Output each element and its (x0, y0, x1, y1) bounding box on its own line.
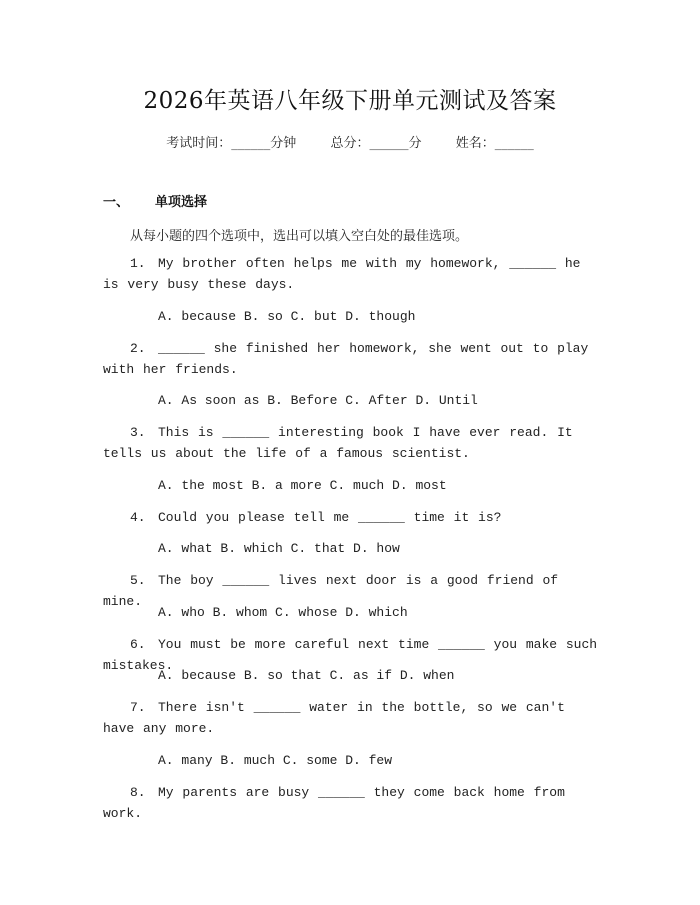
question-3-options: A. the most B. a more C. much D. most (158, 478, 447, 493)
question-1 (103, 254, 600, 295)
question-2 (103, 339, 600, 380)
section-title: 单项选择 (155, 195, 208, 210)
question-number: 2. (130, 341, 146, 356)
question-2-options: A. As soon as B. Before C. After D. Until (158, 393, 478, 408)
section-number: 一、 (103, 195, 130, 210)
question-number: 4. (130, 510, 146, 525)
exam-score: 总分：______分 (330, 136, 422, 151)
question-number: 6. (130, 637, 146, 652)
student-name: 姓名：______ (455, 136, 534, 151)
question-text: My brother often helps me with my homework, ______ he is very busy these days. (103, 256, 581, 292)
question-text: The boy ______ lives next door is a good friend of mine. (103, 573, 559, 609)
page-title: 2026年英语八年级下册单元测试及答案 (143, 88, 557, 114)
question-7 (103, 698, 600, 739)
question-1-options: A. because B. so C. but D. though (158, 309, 416, 324)
question-text: This is ______ interesting book I have ever read. It tells us about the life of a famous scientist. (103, 425, 573, 461)
question-3 (103, 423, 600, 464)
question-number: 1. (130, 256, 146, 271)
instruction-text: 从每小题的四个选项中，选出可以填入空白处的最佳选项。 (130, 229, 469, 244)
exam-meta (0, 132, 700, 151)
question-7-options: A. many B. much C. some D. few (158, 753, 393, 768)
question-text: There isn't ______ water in the bottle, so we can't have any more. (103, 700, 565, 736)
question-5-options: A. who B. whom C. whose D. which (158, 605, 408, 620)
question-6-options: A. because B. so that C. as if D. when (158, 668, 455, 683)
question-4-options: A. what B. which C. that D. how (158, 541, 400, 556)
question-text: ______ she finished her homework, she went out to play with her friends. (103, 341, 589, 377)
question-8 (103, 783, 600, 824)
question-number: 5. (130, 573, 146, 588)
question-4 (103, 508, 600, 529)
question-number: 3. (130, 425, 146, 440)
section-heading (103, 191, 207, 210)
exam-time: 考试时间：______分钟 (166, 136, 297, 151)
question-text: My parents are busy ______ they come back home from work. (103, 785, 565, 821)
question-text: Could you please tell me ______ time it is? (158, 510, 502, 525)
question-number: 8. (130, 785, 146, 800)
question-number: 7. (130, 700, 146, 715)
question-text: You must be more careful next time ______ you make such mistakes. (103, 637, 598, 673)
